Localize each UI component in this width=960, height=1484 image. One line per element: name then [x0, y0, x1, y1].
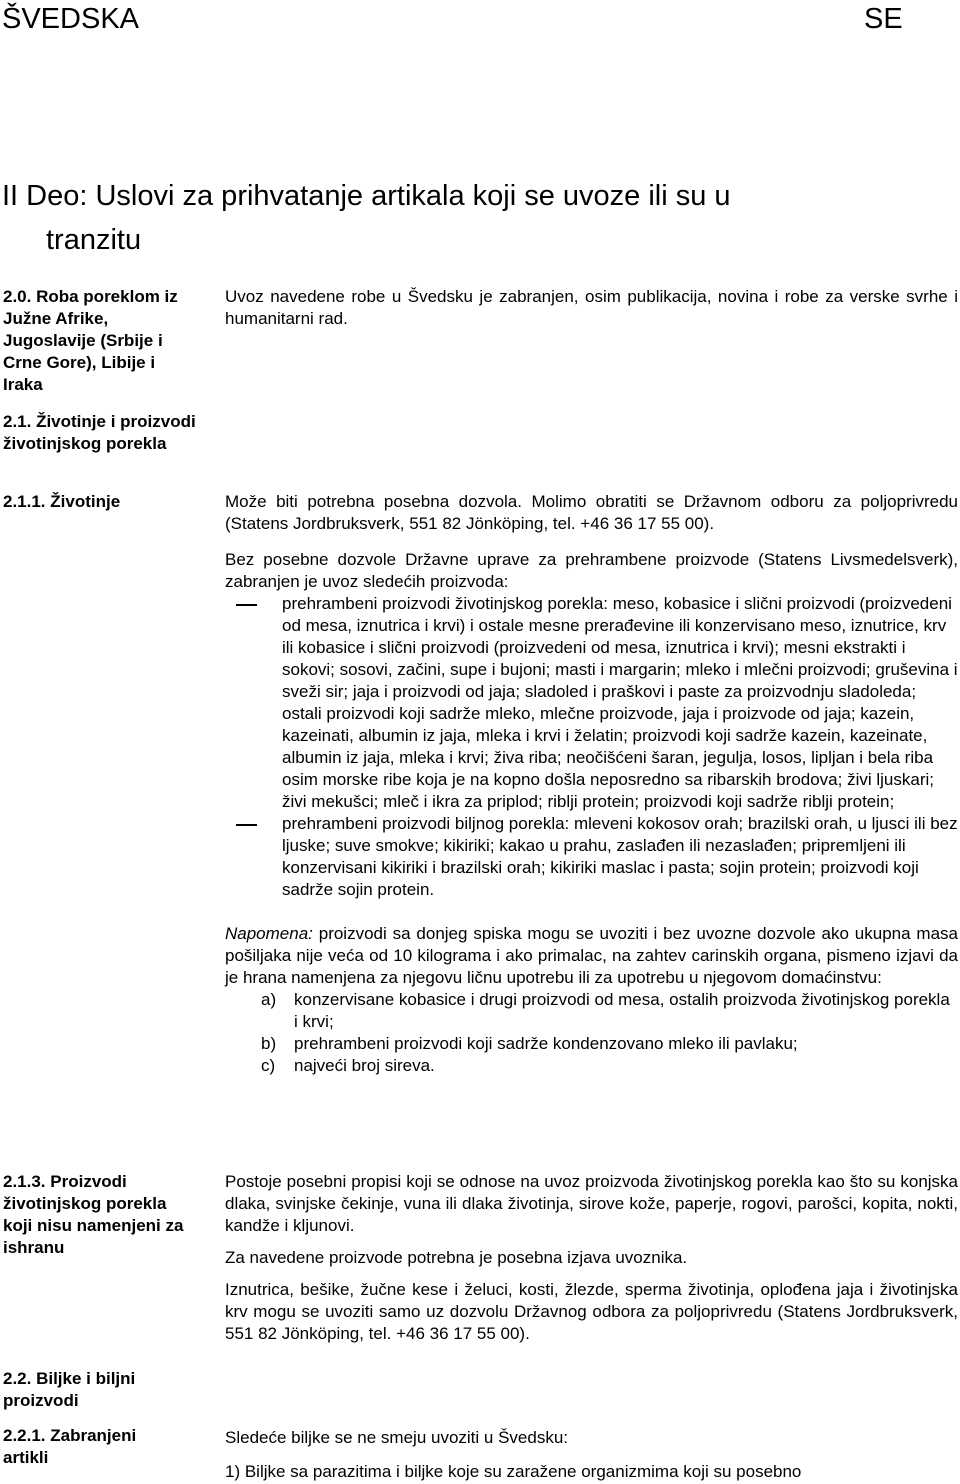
page-title — [2, 174, 932, 262]
section-2-0-heading: 2.0. Roba poreklom iz Južne Afrike, Jugoslavije (Srbije i Crne Gore), Libije i Iraka — [3, 287, 178, 394]
note-item-mark: a) — [261, 990, 277, 1009]
section-2-1-2-block — [225, 549, 958, 1077]
section-2-2-1-heading: 2.2.1. Zabranjeni artikli — [3, 1426, 137, 1467]
section-2-2-heading: 2.2. Biljke i biljni proizvodi — [3, 1369, 136, 1410]
note-paragraph — [225, 923, 958, 989]
page-title-line-1: II Deo: Uslovi za prihvatanje artikala koji se uvoze ili su u — [2, 180, 731, 212]
page-title-line-2: tranzitu — [46, 224, 142, 256]
note-list-item — [225, 989, 958, 1033]
note-list-item — [225, 1033, 958, 1055]
section-2-1-3-paragraph-1: Postoje posebni propisi koji se odnose na uvoz proizvoda životinjskog porekla kao što su konjska dlaka, svinjske čekinje, vuna ili dlaka životinja, sirove kože, paperje, rogovi, parošci, kopita, nokti, kandže i kljunovi. — [225, 1172, 958, 1235]
note-item-mark: c) — [261, 1056, 276, 1075]
note-list — [225, 989, 958, 1077]
section-2-1-1-text: Može biti potrebna posebna dozvola. Molimo obratiti se Državnom odboru za poljoprivredu (Statens Jordbruksverk, 551 82 Jönköping, tel. +46 36 17 55 00). — [225, 492, 958, 533]
note-item-text: prehrambeni proizvodi koji sadrže kondenzovano mleko ili pavlaku; — [294, 1034, 798, 1053]
note-list-item — [225, 1055, 958, 1077]
section-2-1-3-paragraph-3: Iznutrica, bešike, žučne kese i želuci, kosti, žlezde, sperma životinja, oplođena jaja i životinjska krv mogu se uvoziti samo uz dozvolu Državnog odbora za poljoprivredu (Statens Jordbruksverk, 551 82 Jönköping, tel. +46 36 17 55 00). — [225, 1280, 958, 1343]
note-item-mark: b) — [261, 1034, 277, 1053]
note-item-text: najveći broj sireva. — [294, 1056, 435, 1075]
header-country-code: SE — [864, 3, 903, 35]
section-2-2-1-item-1: 1) Biljke sa parazitima i biljke koje su zaražene organizmima koji su posebno — [225, 1462, 802, 1481]
note-text: proizvodi sa donjeg spiska mogu se uvoziti i bez uvozne dozvole ako ukupna masa pošiljaka nije veća od 10 kilograma i ako primalac, na zahtev carinskih organa, pismeno izjavi da je hrana namenjena za njegovu ličnu upotrebu ili za upotrebu u njegovom domaćinstvu: — [225, 924, 958, 987]
section-2-1-3-heading: 2.1.3. Proizvodi životinjskog porekla koji nisu namenjeni za ishranu — [3, 1172, 184, 1257]
food-list-item: prehrambeni proizvodi biljnog porekla: mleveni kokosov orah; brazilski orah, u ljusci ili bez ljuske; suve smokve; kikiriki; kakao u prahu, zaslađen ili nezaslađen; pripremljeni ili konzervisani kikiriki i brazilski orah; kikiriki maslac i pasta; sojin protein; proizvodi koji sadrže sojin protein. — [225, 813, 958, 901]
food-list-item: prehrambeni proizvodi životinjskog porekla: meso, kobasice i slični proizvodi (proizvedeni od mesa, iznutrica i krvi) i ostale mesne prerađevine ili konzervisano meso, iznutrice, krv ili kobasice i slični proizvodi (proizvedeni od mesa, iznutrica i krvi); mesni ekstrakti i sokovi; sosovi, začini, supe i bujoni; masti i margarin; mleko i mlečni proizvodi; gruševina i sveži sir; jaja i proizvodi od jaja; sladoled i praškovi i paste za proizvodnju sladoleda; ostali proizvodi koji sadrže mleko, mlečne proizvode, jaja i proizvode od jaja; kazein, kazeinati, albumin iz jaja, mleka i krvi i želatin; proizvodi koji sadrže kazein, kazeinate, albumin iz jaja, mleka i krvi; živa riba; neočišćeni šaran, jegulja, losos, lipljan i bela riba osim morske ribe koja je na kopno došla neposredno sa ribarskih brodova; živi ljuskari; živi mekušci; mleč i ikra za priplod; riblji protein; proizvodi koji sadrže riblji protein; — [225, 593, 958, 813]
section-2-1-heading: 2.1. Životinje i proizvodi životinjskog porekla — [3, 412, 196, 453]
section-2-1-3-block — [225, 1171, 958, 1345]
section-2-2-1-intro: Sledeće biljke se ne smeju uvoziti u Švedsku: — [225, 1428, 569, 1447]
section-2-1-3-paragraph-2: Za navedene proizvode potrebna je posebna izjava uvoznika. — [225, 1248, 688, 1267]
note-label: Napomena: — [225, 924, 313, 943]
section-2-1-1-heading: 2.1.1. Životinje — [3, 492, 121, 511]
section-2-0-text: Uvoz navedene robe u Švedsku je zabranjen, osim publikacija, novina i robe za verske svrhe i humanitarni rad. — [225, 287, 958, 328]
note-item-text: konzervisane kobasice i drugi proizvodi od mesa, ostalih proizvoda životinjskog porekla i krvi; — [294, 990, 950, 1031]
header-country: ŠVEDSKA — [2, 3, 139, 35]
food-intro: Bez posebne dozvole Državne uprave za prehrambene proizvode (Statens Livsmedelsverk), zabranjen je uvoz sledećih proizvoda: — [225, 550, 958, 591]
food-list — [225, 593, 958, 901]
